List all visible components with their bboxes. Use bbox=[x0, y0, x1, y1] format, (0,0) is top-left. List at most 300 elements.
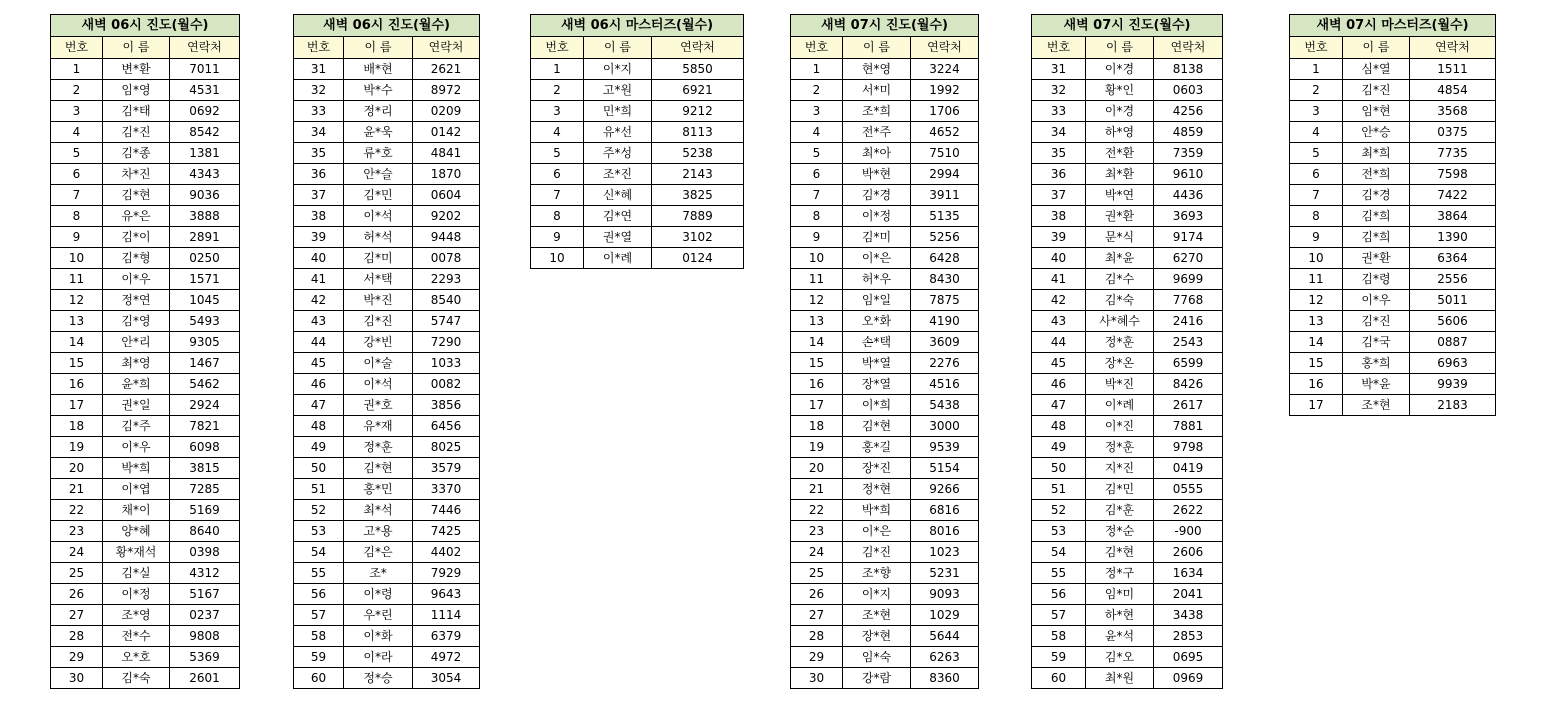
table-row bbox=[531, 206, 744, 227]
cell-number: 35 bbox=[1032, 143, 1086, 164]
cell-name: 정*훈 bbox=[1086, 332, 1154, 353]
table-row bbox=[1032, 668, 1223, 689]
cell-contact: 3438 bbox=[1154, 605, 1223, 626]
table-row bbox=[51, 584, 240, 605]
table-row bbox=[791, 59, 979, 80]
cell-contact: 2276 bbox=[911, 353, 979, 374]
cell-number: 52 bbox=[1032, 500, 1086, 521]
cell-contact: 1992 bbox=[911, 80, 979, 101]
header-number: 번호 bbox=[51, 37, 103, 59]
cell-name: 조*희 bbox=[843, 101, 911, 122]
table-row bbox=[294, 542, 480, 563]
cell-name: 손*택 bbox=[843, 332, 911, 353]
table-row bbox=[51, 353, 240, 374]
header-contact: 연락처 bbox=[652, 37, 744, 59]
table-row bbox=[51, 101, 240, 122]
cell-number: 10 bbox=[51, 248, 103, 269]
table-row bbox=[51, 542, 240, 563]
table-row bbox=[531, 80, 744, 101]
cell-name: 이*례 bbox=[1086, 395, 1154, 416]
cell-name: 이*석 bbox=[344, 206, 413, 227]
cell-contact: 7425 bbox=[413, 521, 480, 542]
cell-contact: 5644 bbox=[911, 626, 979, 647]
cell-name: 김*현 bbox=[1086, 542, 1154, 563]
cell-contact: 4312 bbox=[170, 563, 240, 584]
cell-name: 정*훈 bbox=[1086, 437, 1154, 458]
cell-contact: 5850 bbox=[652, 59, 744, 80]
cell-name: 권*일 bbox=[103, 395, 170, 416]
cell-contact: 6599 bbox=[1154, 353, 1223, 374]
cell-contact: 2556 bbox=[1410, 269, 1496, 290]
cell-number: 24 bbox=[791, 542, 843, 563]
table-row bbox=[51, 458, 240, 479]
cell-contact: -900 bbox=[1154, 521, 1223, 542]
table-row bbox=[531, 59, 744, 80]
table-row bbox=[1290, 122, 1496, 143]
cell-contact: 1571 bbox=[170, 269, 240, 290]
cell-name: 이*술 bbox=[344, 353, 413, 374]
table-row bbox=[51, 269, 240, 290]
table-row bbox=[791, 269, 979, 290]
cell-name: 하*현 bbox=[1086, 605, 1154, 626]
cell-number: 27 bbox=[51, 605, 103, 626]
cell-name: 신*혜 bbox=[584, 185, 652, 206]
cell-contact: 7735 bbox=[1410, 143, 1496, 164]
cell-number: 51 bbox=[1032, 479, 1086, 500]
cell-name: 임*현 bbox=[1343, 101, 1410, 122]
cell-contact: 3856 bbox=[413, 395, 480, 416]
cell-number: 31 bbox=[1032, 59, 1086, 80]
table-row bbox=[51, 332, 240, 353]
header-name: 이 름 bbox=[103, 37, 170, 59]
cell-name: 현*영 bbox=[843, 59, 911, 80]
cell-number: 32 bbox=[1032, 80, 1086, 101]
cell-contact: 7821 bbox=[170, 416, 240, 437]
table-row bbox=[51, 500, 240, 521]
cell-name: 김*종 bbox=[103, 143, 170, 164]
cell-name: 유*선 bbox=[584, 122, 652, 143]
header-number: 번호 bbox=[531, 37, 584, 59]
cell-number: 1 bbox=[531, 59, 584, 80]
cell-contact: 5231 bbox=[911, 563, 979, 584]
cell-contact: 1390 bbox=[1410, 227, 1496, 248]
table-row bbox=[51, 185, 240, 206]
cell-number: 23 bbox=[51, 521, 103, 542]
cell-name: 정*구 bbox=[1086, 563, 1154, 584]
table-row bbox=[51, 59, 240, 80]
table-row bbox=[1032, 605, 1223, 626]
cell-contact: 9202 bbox=[413, 206, 480, 227]
cell-name: 류*호 bbox=[344, 143, 413, 164]
table-row bbox=[1032, 584, 1223, 605]
table-row bbox=[294, 353, 480, 374]
cell-number: 6 bbox=[51, 164, 103, 185]
cell-contact: 5369 bbox=[170, 647, 240, 668]
cell-number: 19 bbox=[791, 437, 843, 458]
cell-name: 김*진 bbox=[843, 542, 911, 563]
cell-contact: 0398 bbox=[170, 542, 240, 563]
cell-contact: 1511 bbox=[1410, 59, 1496, 80]
table-row bbox=[791, 353, 979, 374]
cell-name: 박*윤 bbox=[1343, 374, 1410, 395]
cell-contact: 5238 bbox=[652, 143, 744, 164]
cell-name: 황*재석 bbox=[103, 542, 170, 563]
cell-contact: 4402 bbox=[413, 542, 480, 563]
cell-number: 28 bbox=[791, 626, 843, 647]
cell-contact: 1706 bbox=[911, 101, 979, 122]
cell-number: 9 bbox=[1290, 227, 1343, 248]
cell-contact: 7768 bbox=[1154, 290, 1223, 311]
cell-number: 24 bbox=[51, 542, 103, 563]
header-name: 이 름 bbox=[344, 37, 413, 59]
table-row bbox=[294, 584, 480, 605]
cell-contact: 8138 bbox=[1154, 59, 1223, 80]
cell-contact: 4859 bbox=[1154, 122, 1223, 143]
cell-number: 55 bbox=[1032, 563, 1086, 584]
cell-name: 하*영 bbox=[1086, 122, 1154, 143]
header-contact: 연락처 bbox=[911, 37, 979, 59]
cell-number: 39 bbox=[1032, 227, 1086, 248]
table-row bbox=[791, 647, 979, 668]
table-row bbox=[1290, 80, 1496, 101]
table-title: 새벽 06시 진도(월수) bbox=[294, 15, 480, 37]
cell-name: 조*현 bbox=[843, 605, 911, 626]
header-name: 이 름 bbox=[1343, 37, 1410, 59]
cell-number: 15 bbox=[51, 353, 103, 374]
cell-number: 14 bbox=[791, 332, 843, 353]
cell-name: 임*일 bbox=[843, 290, 911, 311]
cell-number: 4 bbox=[51, 122, 103, 143]
table-row bbox=[51, 122, 240, 143]
table-row bbox=[1032, 311, 1223, 332]
cell-number: 7 bbox=[531, 185, 584, 206]
table-row bbox=[51, 437, 240, 458]
header-name: 이 름 bbox=[1086, 37, 1154, 59]
cell-contact: 7875 bbox=[911, 290, 979, 311]
table-row bbox=[294, 269, 480, 290]
cell-name: 김*숙 bbox=[1086, 290, 1154, 311]
table-row bbox=[1290, 395, 1496, 416]
cell-name: 이*은 bbox=[843, 248, 911, 269]
cell-number: 31 bbox=[294, 59, 344, 80]
cell-contact: 0209 bbox=[413, 101, 480, 122]
table-row bbox=[791, 311, 979, 332]
cell-name: 이*희 bbox=[843, 395, 911, 416]
cell-name: 우*린 bbox=[344, 605, 413, 626]
table-row bbox=[1032, 206, 1223, 227]
cell-contact: 0078 bbox=[413, 248, 480, 269]
table-title: 새벽 07시 진도(월수) bbox=[1032, 15, 1223, 37]
table-row bbox=[791, 563, 979, 584]
cell-number: 22 bbox=[51, 500, 103, 521]
table-row bbox=[1032, 458, 1223, 479]
table-row bbox=[791, 437, 979, 458]
table-row bbox=[294, 80, 480, 101]
cell-number: 35 bbox=[294, 143, 344, 164]
cell-name: 안*승 bbox=[1343, 122, 1410, 143]
cell-number: 18 bbox=[791, 416, 843, 437]
cell-name: 김*민 bbox=[1086, 479, 1154, 500]
cell-number: 11 bbox=[1290, 269, 1343, 290]
cell-name: 장*현 bbox=[843, 626, 911, 647]
cell-contact: 3224 bbox=[911, 59, 979, 80]
cell-contact: 8430 bbox=[911, 269, 979, 290]
cell-name: 박*현 bbox=[843, 164, 911, 185]
cell-contact: 2853 bbox=[1154, 626, 1223, 647]
cell-contact: 5167 bbox=[170, 584, 240, 605]
cell-contact: 3609 bbox=[911, 332, 979, 353]
cell-number: 43 bbox=[1032, 311, 1086, 332]
cell-contact: 8360 bbox=[911, 668, 979, 689]
table-row bbox=[51, 374, 240, 395]
table-row bbox=[1290, 164, 1496, 185]
cell-number: 54 bbox=[294, 542, 344, 563]
cell-number: 34 bbox=[294, 122, 344, 143]
cell-name: 이*라 bbox=[344, 647, 413, 668]
table-row bbox=[531, 185, 744, 206]
cell-contact: 4652 bbox=[911, 122, 979, 143]
cell-number: 23 bbox=[791, 521, 843, 542]
cell-number: 60 bbox=[294, 668, 344, 689]
table-row bbox=[791, 101, 979, 122]
cell-name: 홍*길 bbox=[843, 437, 911, 458]
cell-number: 55 bbox=[294, 563, 344, 584]
cell-name: 조* bbox=[344, 563, 413, 584]
table-row bbox=[1032, 500, 1223, 521]
cell-contact: 5438 bbox=[911, 395, 979, 416]
table-row bbox=[791, 80, 979, 101]
table-title: 새벽 06시 마스터즈(월수) bbox=[531, 15, 744, 37]
cell-name: 배*현 bbox=[344, 59, 413, 80]
header-name: 이 름 bbox=[584, 37, 652, 59]
table-row bbox=[1290, 332, 1496, 353]
cell-number: 6 bbox=[531, 164, 584, 185]
cell-name: 조*현 bbox=[1343, 395, 1410, 416]
cell-number: 59 bbox=[294, 647, 344, 668]
cell-name: 김*현 bbox=[103, 185, 170, 206]
table-row bbox=[531, 164, 744, 185]
cell-number: 20 bbox=[791, 458, 843, 479]
table-row bbox=[1032, 395, 1223, 416]
header-number: 번호 bbox=[791, 37, 843, 59]
table-row bbox=[294, 437, 480, 458]
cell-contact: 4256 bbox=[1154, 101, 1223, 122]
table-title: 새벽 07시 마스터즈(월수) bbox=[1290, 15, 1496, 37]
table-row bbox=[51, 647, 240, 668]
cell-contact: 5493 bbox=[170, 311, 240, 332]
table-row bbox=[791, 185, 979, 206]
cell-number: 2 bbox=[51, 80, 103, 101]
cell-contact: 9539 bbox=[911, 437, 979, 458]
cell-number: 1 bbox=[1290, 59, 1343, 80]
table-row bbox=[1290, 59, 1496, 80]
cell-name: 김*진 bbox=[1343, 80, 1410, 101]
cell-contact: 8426 bbox=[1154, 374, 1223, 395]
cell-number: 41 bbox=[294, 269, 344, 290]
cell-contact: 7290 bbox=[413, 332, 480, 353]
table-row bbox=[51, 563, 240, 584]
cell-contact: 3054 bbox=[413, 668, 480, 689]
table-row bbox=[51, 290, 240, 311]
table-row bbox=[294, 122, 480, 143]
cell-name: 김*진 bbox=[1343, 311, 1410, 332]
cell-name: 김*국 bbox=[1343, 332, 1410, 353]
cell-contact: 7359 bbox=[1154, 143, 1223, 164]
cell-contact: 3864 bbox=[1410, 206, 1496, 227]
cell-name: 정*리 bbox=[344, 101, 413, 122]
cell-number: 28 bbox=[51, 626, 103, 647]
cell-name: 강*빈 bbox=[344, 332, 413, 353]
cell-number: 7 bbox=[1290, 185, 1343, 206]
cell-number: 38 bbox=[1032, 206, 1086, 227]
cell-number: 53 bbox=[1032, 521, 1086, 542]
table-row bbox=[791, 668, 979, 689]
table-row bbox=[531, 227, 744, 248]
table-row bbox=[1032, 626, 1223, 647]
table-row bbox=[51, 227, 240, 248]
cell-number: 37 bbox=[294, 185, 344, 206]
cell-number: 25 bbox=[51, 563, 103, 584]
cell-name: 김*진 bbox=[344, 311, 413, 332]
table-row bbox=[51, 248, 240, 269]
cell-number: 34 bbox=[1032, 122, 1086, 143]
cell-contact: 3888 bbox=[170, 206, 240, 227]
cell-contact: 9798 bbox=[1154, 437, 1223, 458]
cell-name: 안*리 bbox=[103, 332, 170, 353]
cell-number: 3 bbox=[791, 101, 843, 122]
cell-contact: 0692 bbox=[170, 101, 240, 122]
table-row bbox=[1032, 521, 1223, 542]
cell-name: 윤*욱 bbox=[344, 122, 413, 143]
cell-contact: 6270 bbox=[1154, 248, 1223, 269]
cell-number: 7 bbox=[51, 185, 103, 206]
cell-number: 46 bbox=[1032, 374, 1086, 395]
cell-name: 최*희 bbox=[1343, 143, 1410, 164]
cell-number: 11 bbox=[791, 269, 843, 290]
table-row bbox=[51, 395, 240, 416]
cell-number: 33 bbox=[294, 101, 344, 122]
cell-contact: 2601 bbox=[170, 668, 240, 689]
cell-contact: 7598 bbox=[1410, 164, 1496, 185]
cell-name: 채*이 bbox=[103, 500, 170, 521]
cell-name: 고*용 bbox=[344, 521, 413, 542]
table-row bbox=[294, 101, 480, 122]
cell-number: 10 bbox=[1290, 248, 1343, 269]
cell-name: 권*환 bbox=[1086, 206, 1154, 227]
cell-number: 1 bbox=[791, 59, 843, 80]
cell-name: 김*연 bbox=[584, 206, 652, 227]
cell-number: 3 bbox=[1290, 101, 1343, 122]
table-row bbox=[531, 248, 744, 269]
cell-contact: 0375 bbox=[1410, 122, 1496, 143]
cell-contact: 0124 bbox=[652, 248, 744, 269]
cell-contact: 9448 bbox=[413, 227, 480, 248]
cell-name: 사*혜수 bbox=[1086, 311, 1154, 332]
cell-name: 최*원 bbox=[1086, 668, 1154, 689]
cell-contact: 2183 bbox=[1410, 395, 1496, 416]
cell-number: 5 bbox=[791, 143, 843, 164]
cell-name: 장*온 bbox=[1086, 353, 1154, 374]
cell-name: 고*원 bbox=[584, 80, 652, 101]
cell-contact: 7422 bbox=[1410, 185, 1496, 206]
table-row bbox=[1032, 122, 1223, 143]
roster-table-06-masters bbox=[530, 14, 744, 269]
table-row bbox=[294, 290, 480, 311]
cell-number: 15 bbox=[1290, 353, 1343, 374]
cell-name: 전*희 bbox=[1343, 164, 1410, 185]
cell-contact: 1381 bbox=[170, 143, 240, 164]
cell-contact: 7881 bbox=[1154, 416, 1223, 437]
table-row bbox=[791, 143, 979, 164]
cell-number: 45 bbox=[294, 353, 344, 374]
table-row bbox=[1032, 143, 1223, 164]
cell-contact: 8640 bbox=[170, 521, 240, 542]
table-row bbox=[51, 521, 240, 542]
cell-name: 김*희 bbox=[1343, 227, 1410, 248]
cell-number: 5 bbox=[1290, 143, 1343, 164]
cell-contact: 2994 bbox=[911, 164, 979, 185]
cell-number: 12 bbox=[51, 290, 103, 311]
table-row bbox=[294, 164, 480, 185]
cell-name: 허*석 bbox=[344, 227, 413, 248]
table-row bbox=[294, 605, 480, 626]
cell-number: 29 bbox=[51, 647, 103, 668]
table-row bbox=[294, 206, 480, 227]
header-number: 번호 bbox=[294, 37, 344, 59]
table-row bbox=[294, 227, 480, 248]
cell-number: 48 bbox=[294, 416, 344, 437]
cell-contact: 8540 bbox=[413, 290, 480, 311]
table-row bbox=[1032, 479, 1223, 500]
table-row bbox=[791, 122, 979, 143]
cell-number: 16 bbox=[51, 374, 103, 395]
table-row bbox=[531, 101, 744, 122]
cell-name: 권*환 bbox=[1343, 248, 1410, 269]
table-row bbox=[1290, 290, 1496, 311]
cell-number: 38 bbox=[294, 206, 344, 227]
cell-number: 4 bbox=[791, 122, 843, 143]
cell-name: 서*택 bbox=[344, 269, 413, 290]
cell-number: 45 bbox=[1032, 353, 1086, 374]
cell-contact: 5011 bbox=[1410, 290, 1496, 311]
cell-number: 48 bbox=[1032, 416, 1086, 437]
table-row bbox=[1032, 542, 1223, 563]
cell-number: 9 bbox=[531, 227, 584, 248]
cell-contact: 0555 bbox=[1154, 479, 1223, 500]
cell-name: 조*영 bbox=[103, 605, 170, 626]
cell-contact: 3000 bbox=[911, 416, 979, 437]
cell-number: 12 bbox=[791, 290, 843, 311]
cell-number: 58 bbox=[1032, 626, 1086, 647]
cell-contact: 1467 bbox=[170, 353, 240, 374]
cell-number: 44 bbox=[1032, 332, 1086, 353]
cell-name: 최*윤 bbox=[1086, 248, 1154, 269]
cell-name: 전*수 bbox=[103, 626, 170, 647]
cell-number: 30 bbox=[791, 668, 843, 689]
cell-name: 이*우 bbox=[103, 269, 170, 290]
cell-name: 정*훈 bbox=[344, 437, 413, 458]
cell-name: 박*수 bbox=[344, 80, 413, 101]
cell-contact: 1634 bbox=[1154, 563, 1223, 584]
cell-contact: 7510 bbox=[911, 143, 979, 164]
cell-number: 2 bbox=[531, 80, 584, 101]
cell-name: 안*슬 bbox=[344, 164, 413, 185]
cell-name: 전*환 bbox=[1086, 143, 1154, 164]
cell-contact: 1045 bbox=[170, 290, 240, 311]
cell-name: 박*희 bbox=[103, 458, 170, 479]
cell-contact: 2041 bbox=[1154, 584, 1223, 605]
cell-contact: 8025 bbox=[413, 437, 480, 458]
